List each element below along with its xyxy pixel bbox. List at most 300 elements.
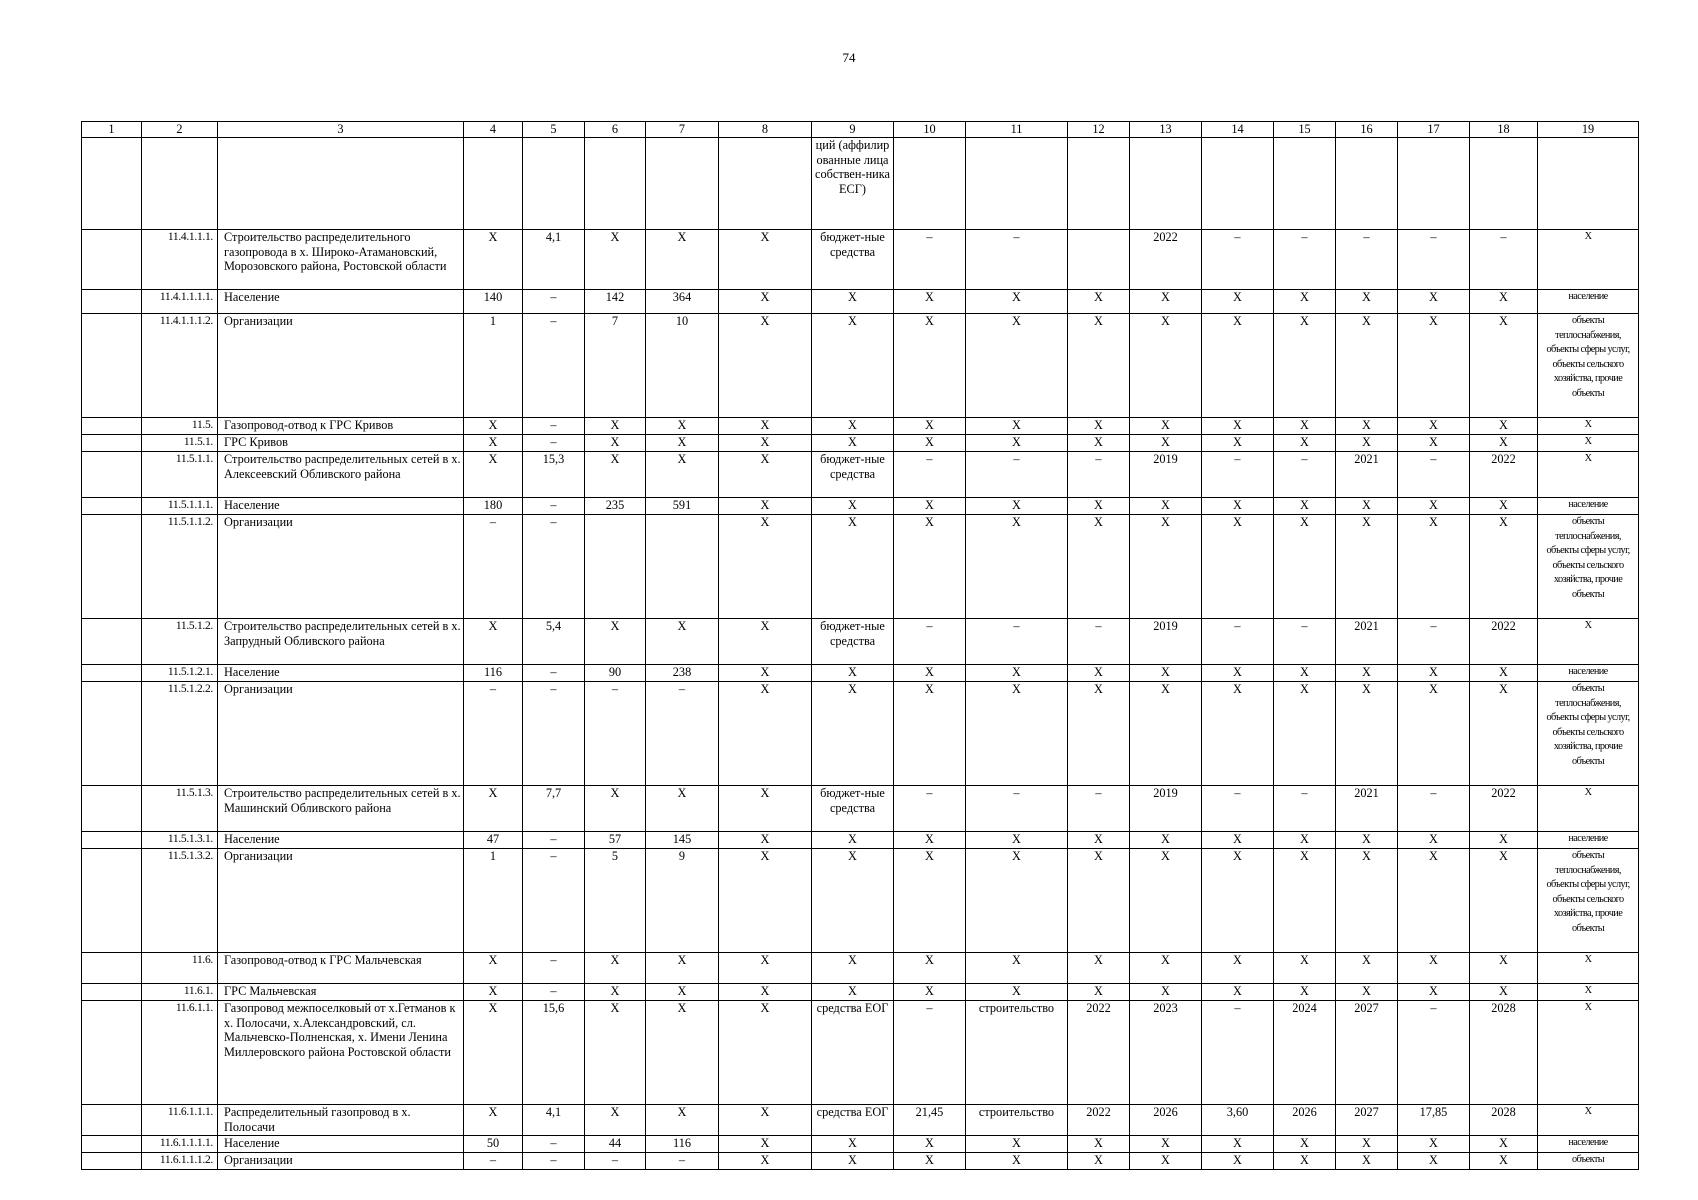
- table-cell: ГРС Мальчевская: [218, 984, 464, 1001]
- table-cell: X: [719, 832, 812, 849]
- table-cell: –: [523, 314, 585, 418]
- table-cell: X: [894, 1136, 966, 1153]
- table-cell: X: [1202, 1153, 1274, 1170]
- table-cell: –: [1068, 452, 1130, 498]
- table-cell: [218, 138, 464, 230]
- column-header: 7: [646, 122, 719, 138]
- table-cell: X: [1470, 953, 1538, 984]
- table-cell: 2023: [1130, 1001, 1202, 1105]
- table-cell: –: [646, 1153, 719, 1170]
- table-cell: X: [719, 418, 812, 435]
- table-cell: 11.6.1.1.1.1.: [142, 1136, 218, 1153]
- table-cell: X: [585, 452, 646, 498]
- table-cell: X: [1398, 849, 1470, 953]
- table-cell: X: [646, 1001, 719, 1105]
- table-cell: 15,6: [523, 1001, 585, 1105]
- column-header: 11: [966, 122, 1068, 138]
- table-cell: –: [1202, 452, 1274, 498]
- table-cell: –: [966, 452, 1068, 498]
- table-cell: 5: [585, 849, 646, 953]
- table-cell: X: [719, 515, 812, 619]
- table-cell: 235: [585, 498, 646, 515]
- table-cell: X: [585, 619, 646, 665]
- table-cell: –: [464, 515, 523, 619]
- table-cell: –: [523, 665, 585, 682]
- table-cell: –: [966, 619, 1068, 665]
- table-cell: [1336, 138, 1398, 230]
- table-cell: X: [1336, 314, 1398, 418]
- table-cell: X: [1470, 832, 1538, 849]
- table-cell: X: [966, 314, 1068, 418]
- table-cell: X: [1538, 619, 1639, 665]
- table-cell: –: [1274, 786, 1336, 832]
- table-cell: –: [646, 682, 719, 786]
- table-cell: X: [812, 314, 894, 418]
- table-cell: Газопровод-отвод к ГРС Кривов: [218, 418, 464, 435]
- table-cell: 9: [646, 849, 719, 953]
- table-cell: X: [1068, 290, 1130, 314]
- table-cell: 364: [646, 290, 719, 314]
- table-cell: X: [464, 230, 523, 290]
- table-cell: X: [1470, 682, 1538, 786]
- table-cell: 4,1: [523, 1105, 585, 1136]
- table-cell: –: [1202, 230, 1274, 290]
- table-cell: X: [894, 498, 966, 515]
- table-cell: X: [1470, 1136, 1538, 1153]
- table-cell: X: [1274, 953, 1336, 984]
- table-cell: X: [1202, 849, 1274, 953]
- table-cell: X: [812, 849, 894, 953]
- table-cell: X: [646, 619, 719, 665]
- table-cell: [1068, 138, 1130, 230]
- table-cell: Распределительный газопровод в х. Полосачи: [218, 1105, 464, 1136]
- table-cell: Организации: [218, 682, 464, 786]
- table-cell: Население: [218, 832, 464, 849]
- table-cell: [464, 138, 523, 230]
- table-cell: [82, 665, 142, 682]
- table-cell: X: [1274, 314, 1336, 418]
- table-cell: X: [719, 682, 812, 786]
- table-cell: [82, 953, 142, 984]
- table-cell: [82, 230, 142, 290]
- table-cell: X: [1202, 435, 1274, 452]
- table-cell: X: [464, 1001, 523, 1105]
- table-cell: 2028: [1470, 1001, 1538, 1105]
- table-cell: X: [1130, 682, 1202, 786]
- table-cell: –: [966, 786, 1068, 832]
- table-cell: Население: [218, 665, 464, 682]
- table-cell: X: [1068, 832, 1130, 849]
- table-cell: X: [1336, 515, 1398, 619]
- table-row: [82, 682, 1639, 786]
- table-cell: –: [1398, 1001, 1470, 1105]
- table-cell: X: [894, 682, 966, 786]
- table-cell: –: [1274, 619, 1336, 665]
- table-cell: X: [1130, 290, 1202, 314]
- table-cell: X: [1538, 230, 1639, 290]
- table-cell: X: [1470, 849, 1538, 953]
- table-cell: Газопровод межпоселковый от х.Гетманов к х. Полосачи, х.Александровский, сл. Мальчевско-Полненская, х. Имени Ленина Миллеровского района Ростовской области: [218, 1001, 464, 1105]
- table-cell: 17,85: [1398, 1105, 1470, 1136]
- table-cell: X: [1202, 984, 1274, 1001]
- table-cell: 11.6.1.1.1.2.: [142, 1153, 218, 1170]
- table-cell: X: [646, 418, 719, 435]
- table-cell: [894, 138, 966, 230]
- table-cell: 1: [464, 314, 523, 418]
- table-cell: 7: [585, 314, 646, 418]
- table-cell: X: [464, 619, 523, 665]
- table-cell: 11.6.1.: [142, 984, 218, 1001]
- table-cell: X: [894, 515, 966, 619]
- table-cell: X: [812, 498, 894, 515]
- table-cell: строительство: [966, 1001, 1068, 1105]
- table-cell: X: [719, 665, 812, 682]
- table-cell: [585, 138, 646, 230]
- table-row: [82, 832, 1639, 849]
- table-cell: X: [1470, 314, 1538, 418]
- table-cell: [82, 1001, 142, 1105]
- table-cell: 2019: [1130, 786, 1202, 832]
- table-cell: [82, 984, 142, 1001]
- table-cell: X: [966, 984, 1068, 1001]
- table-cell: X: [719, 230, 812, 290]
- table-cell: X: [812, 682, 894, 786]
- table-cell: X: [1336, 290, 1398, 314]
- table-cell: [82, 138, 142, 230]
- table-cell: X: [812, 290, 894, 314]
- table-cell: X: [1130, 832, 1202, 849]
- table-cell: ГРС Кривов: [218, 435, 464, 452]
- table-row: [82, 1136, 1639, 1153]
- table-row: [82, 665, 1639, 682]
- table-cell: X: [1068, 1153, 1130, 1170]
- table-cell: [82, 786, 142, 832]
- table-cell: –: [585, 1153, 646, 1170]
- table-cell: X: [894, 290, 966, 314]
- table-row: [82, 314, 1639, 418]
- table-cell: X: [464, 984, 523, 1001]
- table-cell: –: [523, 498, 585, 515]
- table-cell: –: [1202, 1001, 1274, 1105]
- table-cell: X: [1202, 682, 1274, 786]
- table-cell: –: [1274, 452, 1336, 498]
- table-cell: строительство: [966, 1105, 1068, 1136]
- table-cell: X: [1068, 314, 1130, 418]
- table-cell: –: [1398, 452, 1470, 498]
- table-cell: X: [1274, 435, 1336, 452]
- table-cell: 238: [646, 665, 719, 682]
- table-cell: X: [1274, 849, 1336, 953]
- table-cell: X: [1398, 682, 1470, 786]
- table-cell: X: [1202, 515, 1274, 619]
- table-cell: X: [646, 435, 719, 452]
- table-cell: –: [523, 515, 585, 619]
- table-cell: 15,3: [523, 452, 585, 498]
- table-cell: 21,45: [894, 1105, 966, 1136]
- table-cell: [82, 849, 142, 953]
- table-cell: X: [1538, 953, 1639, 984]
- table-cell: –: [523, 953, 585, 984]
- table-cell: –: [523, 290, 585, 314]
- table-cell: 591: [646, 498, 719, 515]
- column-header: 15: [1274, 122, 1336, 138]
- table-cell: население: [1538, 498, 1639, 515]
- table-cell: X: [894, 953, 966, 984]
- table-cell: X: [719, 984, 812, 1001]
- table-cell: 11.5.1.2.1.: [142, 665, 218, 682]
- table-cell: 11.4.1.1.1.: [142, 230, 218, 290]
- table-row: [82, 1153, 1639, 1170]
- table-cell: 2022: [1068, 1001, 1130, 1105]
- table-cell: объекты: [1538, 1153, 1639, 1170]
- table-cell: X: [966, 849, 1068, 953]
- table-cell: X: [1274, 1136, 1336, 1153]
- table-cell: [523, 138, 585, 230]
- table-cell: 11.5.1.2.: [142, 619, 218, 665]
- table-cell: X: [1130, 953, 1202, 984]
- table-cell: Строительство распределительного газопровода в х. Широко-Атамановский, Морозовского района, Ростовской области: [218, 230, 464, 290]
- table-row: [82, 290, 1639, 314]
- table-cell: X: [719, 849, 812, 953]
- table-cell: X: [1130, 515, 1202, 619]
- table-cell: [82, 290, 142, 314]
- table-cell: X: [1202, 953, 1274, 984]
- table-cell: –: [523, 984, 585, 1001]
- table-cell: [82, 498, 142, 515]
- table-cell: объекты теплоснабжения, объекты сферы услуг, объекты сельского хозяйства, прочие объекты: [1538, 515, 1639, 619]
- table-cell: X: [1130, 498, 1202, 515]
- table-cell: 11.5.1.3.2.: [142, 849, 218, 953]
- table-cell: 11.5.1.3.: [142, 786, 218, 832]
- table-cell: [646, 515, 719, 619]
- table-cell: –: [523, 682, 585, 786]
- table-cell: Строительство распределительных сетей в х. Запрудный Обливского района: [218, 619, 464, 665]
- data-table: [81, 121, 1639, 1170]
- table-cell: объекты теплоснабжения, объекты сферы услуг, объекты сельского хозяйства, прочие объекты: [1538, 849, 1639, 953]
- table-cell: X: [719, 1153, 812, 1170]
- table-cell: –: [523, 1136, 585, 1153]
- table-row: [82, 435, 1639, 452]
- table-cell: X: [1336, 682, 1398, 786]
- table-cell: X: [1202, 1136, 1274, 1153]
- table-cell: X: [812, 984, 894, 1001]
- table-cell: –: [966, 230, 1068, 290]
- table-cell: X: [1274, 1153, 1336, 1170]
- table-cell: X: [719, 498, 812, 515]
- table-cell: 11.5.1.3.1.: [142, 832, 218, 849]
- table-cell: [1068, 230, 1130, 290]
- table-cell: X: [1470, 418, 1538, 435]
- table-cell: 11.4.1.1.1.1.: [142, 290, 218, 314]
- table-cell: X: [1336, 984, 1398, 1001]
- table-cell: 3,60: [1202, 1105, 1274, 1136]
- table-cell: X: [1274, 515, 1336, 619]
- table-cell: 2027: [1336, 1105, 1398, 1136]
- table-cell: X: [719, 619, 812, 665]
- table-row: [82, 452, 1639, 498]
- table-cell: X: [966, 682, 1068, 786]
- column-header: 4: [464, 122, 523, 138]
- table-cell: X: [812, 418, 894, 435]
- table-cell: 1: [464, 849, 523, 953]
- table-cell: X: [1068, 498, 1130, 515]
- table-cell: 145: [646, 832, 719, 849]
- table-cell: X: [1068, 849, 1130, 953]
- table-cell: X: [1068, 515, 1130, 619]
- table-cell: X: [585, 230, 646, 290]
- table-cell: –: [1068, 786, 1130, 832]
- table-cell: X: [1068, 418, 1130, 435]
- table-cell: 5,4: [523, 619, 585, 665]
- table-cell: 2026: [1130, 1105, 1202, 1136]
- table-row: [82, 1105, 1639, 1136]
- table-cell: 11.6.1.1.: [142, 1001, 218, 1105]
- table-cell: X: [1398, 498, 1470, 515]
- table-cell: Организации: [218, 515, 464, 619]
- table-cell: X: [812, 665, 894, 682]
- table-cell: X: [1274, 984, 1336, 1001]
- table-cell: население: [1538, 290, 1639, 314]
- table-cell: X: [1538, 1105, 1639, 1136]
- table-cell: 142: [585, 290, 646, 314]
- table-cell: X: [719, 435, 812, 452]
- table-cell: X: [894, 984, 966, 1001]
- table-cell: X: [1538, 786, 1639, 832]
- table-cell: 2019: [1130, 452, 1202, 498]
- column-header: 2: [142, 122, 218, 138]
- table-cell: [142, 138, 218, 230]
- table-cell: 2026: [1274, 1105, 1336, 1136]
- table-cell: [82, 452, 142, 498]
- table-cell: 2027: [1336, 1001, 1398, 1105]
- header-row: [82, 122, 1639, 138]
- table-cell: X: [966, 953, 1068, 984]
- table-cell: X: [719, 953, 812, 984]
- table-cell: Организации: [218, 849, 464, 953]
- table-cell: X: [1470, 665, 1538, 682]
- table-cell: X: [585, 1001, 646, 1105]
- table-cell: X: [812, 1153, 894, 1170]
- column-header: 14: [1202, 122, 1274, 138]
- table-cell: 44: [585, 1136, 646, 1153]
- table-cell: X: [1398, 1153, 1470, 1170]
- table-cell: X: [894, 665, 966, 682]
- table-row: [82, 849, 1639, 953]
- table-cell: X: [894, 832, 966, 849]
- table-cell: средства ЕОГ: [812, 1105, 894, 1136]
- table-cell: X: [1470, 515, 1538, 619]
- table-cell: 2022: [1068, 1105, 1130, 1136]
- table-cell: объекты теплоснабжения, объекты сферы услуг, объекты сельского хозяйства, прочие объекты: [1538, 314, 1639, 418]
- table-cell: [646, 138, 719, 230]
- table-cell: 11.6.: [142, 953, 218, 984]
- table-cell: X: [1068, 435, 1130, 452]
- table-cell: X: [1130, 665, 1202, 682]
- table-cell: 2024: [1274, 1001, 1336, 1105]
- table-cell: X: [1274, 832, 1336, 849]
- table-cell: X: [812, 515, 894, 619]
- table-cell: Население: [218, 290, 464, 314]
- table-cell: объекты теплоснабжения, объекты сферы услуг, объекты сельского хозяйства, прочие объекты: [1538, 682, 1639, 786]
- table-cell: X: [1068, 953, 1130, 984]
- table-cell: X: [464, 953, 523, 984]
- column-header: 3: [218, 122, 464, 138]
- table-cell: X: [1470, 290, 1538, 314]
- column-header: 16: [1336, 122, 1398, 138]
- table-cell: 2028: [1470, 1105, 1538, 1136]
- table-cell: X: [646, 452, 719, 498]
- table-cell: X: [1336, 953, 1398, 984]
- table-cell: X: [1130, 1136, 1202, 1153]
- table-cell: 11.4.1.1.1.2.: [142, 314, 218, 418]
- table-cell: [1398, 138, 1470, 230]
- table-cell: –: [585, 682, 646, 786]
- table-cell: [82, 1153, 142, 1170]
- table-cell: население: [1538, 665, 1639, 682]
- table-cell: –: [523, 1153, 585, 1170]
- table-cell: X: [1202, 290, 1274, 314]
- table-cell: X: [1538, 418, 1639, 435]
- table-cell: 2022: [1470, 786, 1538, 832]
- table-cell: X: [464, 435, 523, 452]
- table-cell: 116: [646, 1136, 719, 1153]
- table-cell: X: [464, 1105, 523, 1136]
- column-header: 5: [523, 122, 585, 138]
- table-cell: X: [894, 314, 966, 418]
- table-cell: [82, 1105, 142, 1136]
- table-cell: X: [1202, 498, 1274, 515]
- table-cell: –: [1274, 230, 1336, 290]
- table-cell: X: [1336, 435, 1398, 452]
- table-cell: –: [1068, 619, 1130, 665]
- column-header: 17: [1398, 122, 1470, 138]
- table-cell: X: [1202, 314, 1274, 418]
- table-cell: X: [1202, 665, 1274, 682]
- table-cell: [82, 682, 142, 786]
- table-cell: X: [966, 435, 1068, 452]
- table-cell: [1470, 138, 1538, 230]
- table-cell: [966, 138, 1068, 230]
- table-cell: X: [1336, 849, 1398, 953]
- table-cell: X: [646, 1105, 719, 1136]
- table-cell: 10: [646, 314, 719, 418]
- table-row: [82, 230, 1639, 290]
- column-header: 8: [719, 122, 812, 138]
- page-number: 74: [842, 50, 856, 65]
- table-cell: X: [1130, 1153, 1202, 1170]
- table-row: [82, 953, 1639, 984]
- table-cell: X: [1068, 1136, 1130, 1153]
- table-cell: X: [646, 953, 719, 984]
- column-header: 12: [1068, 122, 1130, 138]
- table-cell: X: [1470, 984, 1538, 1001]
- table-cell: бюджет-ные средства: [812, 786, 894, 832]
- table-cell: 180: [464, 498, 523, 515]
- table-cell: –: [523, 435, 585, 452]
- table-cell: [82, 1136, 142, 1153]
- table-cell: X: [966, 1136, 1068, 1153]
- table-cell: –: [1202, 619, 1274, 665]
- table-cell: 11.5.1.2.2.: [142, 682, 218, 786]
- table-cell: [82, 435, 142, 452]
- table-cell: X: [894, 849, 966, 953]
- table-cell: X: [1538, 435, 1639, 452]
- table-cell: X: [1398, 953, 1470, 984]
- table-cell: X: [1068, 984, 1130, 1001]
- table-cell: 4,1: [523, 230, 585, 290]
- table-cell: X: [1398, 515, 1470, 619]
- table-cell: X: [585, 786, 646, 832]
